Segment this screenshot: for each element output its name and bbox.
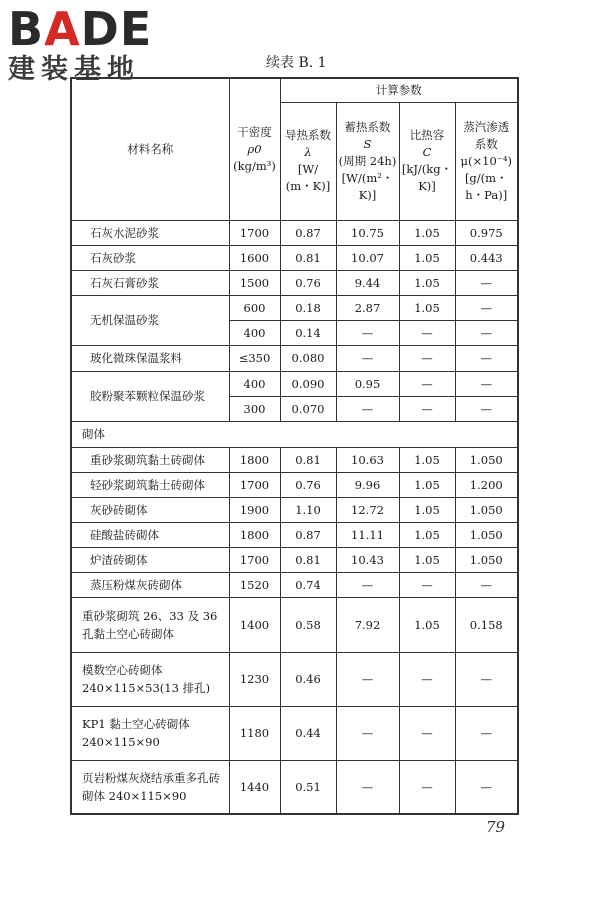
header-vapor-permeability: 蒸汽渗透 系数 μ(×10⁻⁴) [g/(m・ h・Pa)] xyxy=(455,102,518,220)
table-row: 300 0.070 — — — xyxy=(71,396,518,421)
header-calc-params: 计算参数 xyxy=(280,78,518,102)
table-title: 续表 B. 1 xyxy=(266,55,327,71)
table-row: 石灰砂浆 1600 0.81 10.07 1.05 0.443 xyxy=(71,245,518,270)
brand-logo xyxy=(8,2,188,86)
table-row: 400 0.14 — — — xyxy=(71,320,518,345)
header-specific-heat: 比热容 C [kJ/(kg・ K)] xyxy=(399,102,455,220)
logo-letter-a: A xyxy=(44,2,81,56)
table-row: 石灰石膏砂浆 1500 0.76 9.44 1.05 — xyxy=(71,270,518,295)
table-row: 页岩粉煤灰烧结承重多孔砖砌体 240×115×90 1440 0.51 — — — xyxy=(71,760,518,814)
table-row: 灰砂砖砌体 1900 1.10 12.72 1.05 1.050 xyxy=(71,497,518,522)
table-row: 炉渣砖砌体 1700 0.81 10.43 1.05 1.050 xyxy=(71,547,518,572)
table-row: 蒸压粉煤灰砖砌体 1520 0.74 — — — xyxy=(71,572,518,597)
header-conductivity: 导热系数 λ [W/ (m・K)] xyxy=(280,102,336,220)
table-row: 重砂浆砌筑 26、33 及 36 孔黏土空心砖砌体 1400 0.58 7.92 1.05 0.158 xyxy=(71,597,518,652)
table-row: 轻砂浆砌筑黏土砖砌体 1700 0.76 9.96 1.05 1.200 xyxy=(71,472,518,497)
table-row: 模数空心砖砌体 240×115×53(13 排孔) 1230 0.46 — — — xyxy=(71,652,518,706)
table-row: 无机保温砂浆 600 0.18 2.87 1.05 — xyxy=(71,295,518,320)
logo-wordmark xyxy=(8,2,188,56)
section-row: 砌体 xyxy=(71,421,518,447)
header-heat-storage: 蓄热系数 S (周期 24h) [W/(m²・ K)] xyxy=(336,102,399,220)
page-number: 79 xyxy=(486,818,506,836)
table-row: 重砂浆砌筑黏土砖砌体 1800 0.81 10.63 1.05 1.050 xyxy=(71,447,518,472)
table-row: 玻化微珠保温浆料 ≤350 0.080 — — — xyxy=(71,345,518,371)
table-row: 硅酸盐砖砌体 1800 0.87 11.11 1.05 1.050 xyxy=(71,522,518,547)
material-parameters-table xyxy=(70,77,519,815)
header-row-group xyxy=(71,78,518,102)
logo-letters-de: DE xyxy=(80,2,153,56)
table-row: KP1 黏土空心砖砌体 240×115×90 1180 0.44 — — — xyxy=(71,706,518,760)
header-dry-density: 干密度 ρ0 (kg/m³) xyxy=(229,78,280,220)
table-row: 胶粉聚苯颗粒保温砂浆 400 0.090 0.95 — — xyxy=(71,371,518,396)
table-row: 石灰水泥砂浆 1700 0.87 10.75 1.05 0.975 xyxy=(71,220,518,245)
logo-subtitle: 建装基地 xyxy=(8,54,140,85)
header-material-name: 材料名称 xyxy=(71,78,229,220)
logo-letter-b: B xyxy=(8,2,45,56)
